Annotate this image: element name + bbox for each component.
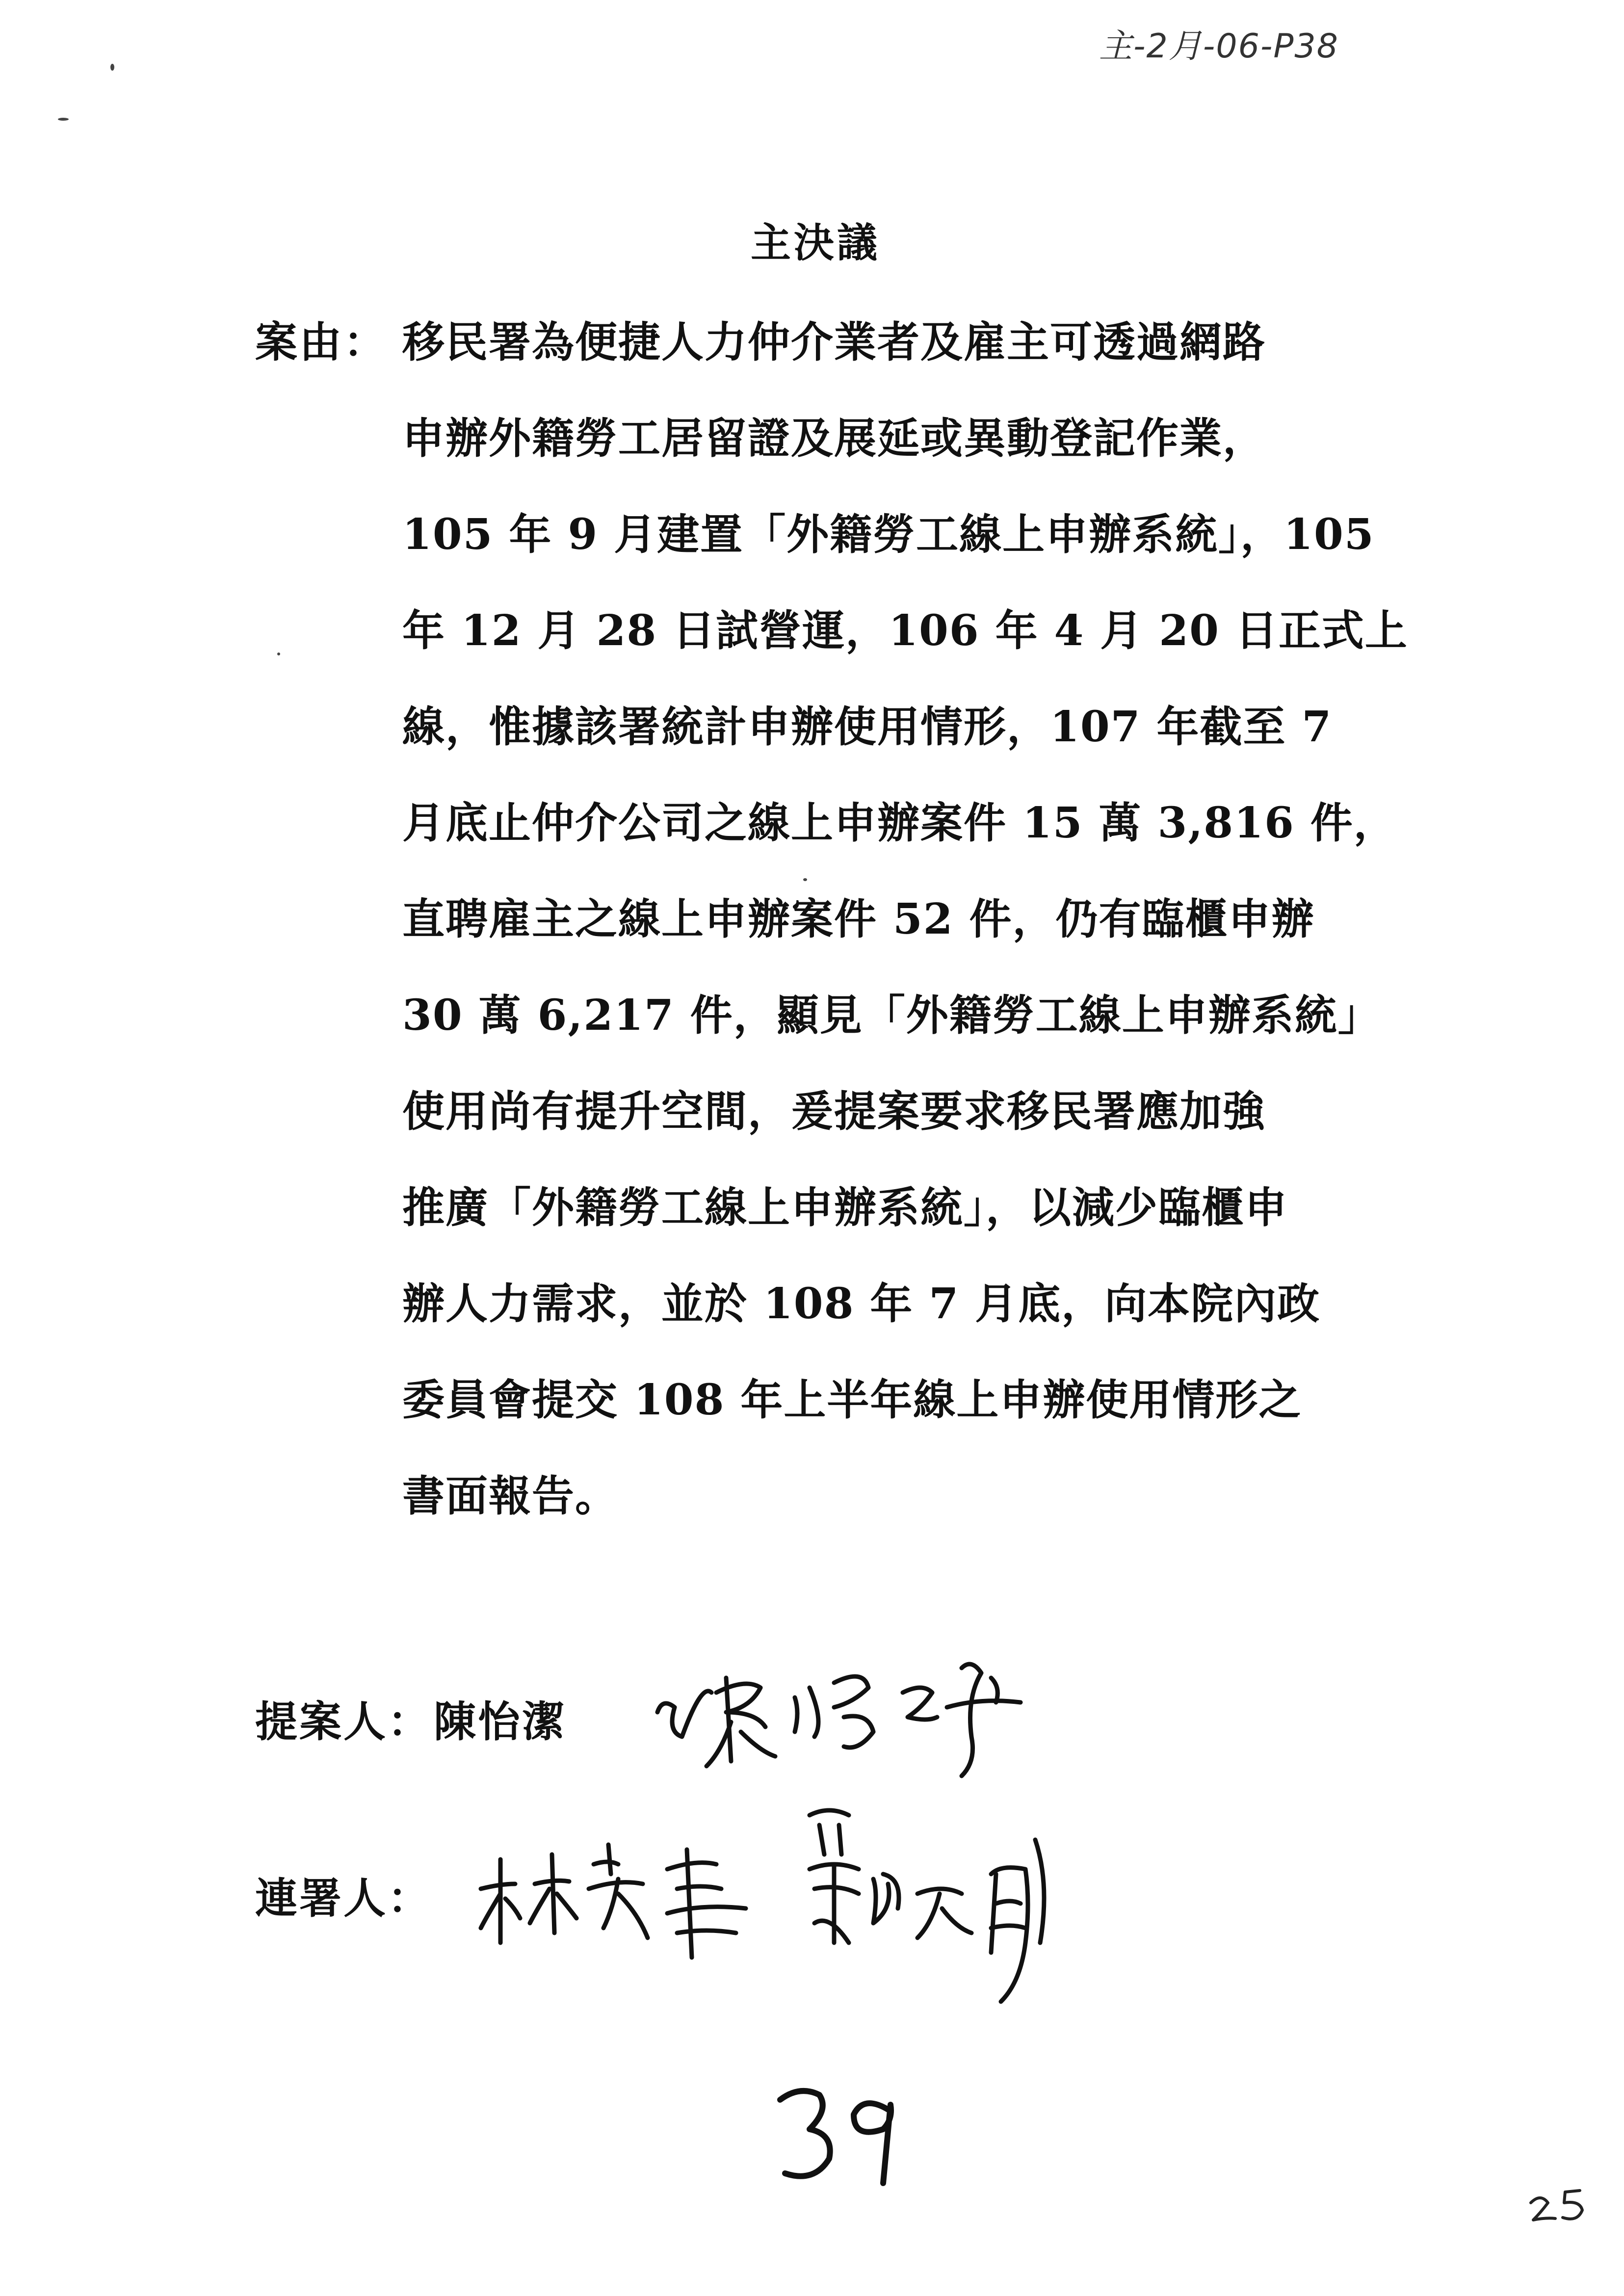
motion-line: 書面報告。 bbox=[402, 1471, 618, 1521]
motion-line: 月底止仲介公司之線上申辦案件 15 萬 3,816 件， bbox=[402, 798, 1397, 848]
cosigner-signature-2 bbox=[795, 1796, 1070, 2011]
scan-speck bbox=[58, 118, 69, 121]
scan-speck bbox=[277, 652, 280, 655]
motion-line: 使用尚有提升空間，爰提案要求移民署應加強 bbox=[402, 1087, 1266, 1136]
motion-line: 推廣「外籍勞工線上申辦系統」，以減少臨櫃申 bbox=[402, 1183, 1288, 1232]
motion-line: 委員會提交 108 年上半年線上申辦使用情形之 bbox=[402, 1375, 1302, 1425]
proposer-signature bbox=[648, 1639, 1050, 1786]
proposer-label: 提案人： bbox=[255, 1697, 432, 1747]
proposer-row bbox=[255, 1688, 566, 1748]
cosigner-signature-1 bbox=[471, 1835, 765, 1982]
motion-line: 辦人力需求，並於 108 年 7 月底，向本院內政 bbox=[402, 1279, 1321, 1329]
motion-line: 30 萬 6,217 件，顯見「外籍勞工線上申辦系統」 bbox=[402, 991, 1381, 1040]
motion-line: 105 年 9 月建置「外籍勞工線上申辦系統」，105 bbox=[402, 510, 1375, 559]
document-title: 主決議 bbox=[751, 219, 881, 266]
scan-speck bbox=[803, 878, 807, 881]
motion-line: 申辦外籍勞工居留證及展延或異動登記作業， bbox=[402, 414, 1266, 463]
scan-speck bbox=[110, 64, 114, 71]
corner-mark bbox=[1526, 2183, 1599, 2229]
handwritten-page-number bbox=[770, 2080, 917, 2195]
motion-line: 線，惟據該署統計申辦使用情形，107 年截至 7 bbox=[402, 702, 1333, 752]
proposer-name: 陳怡潔 bbox=[434, 1697, 566, 1747]
motion-line: 直聘雇主之線上申辦案件 52 件，仍有臨櫃申辦 bbox=[402, 894, 1315, 944]
motion-label: 案由： bbox=[255, 317, 388, 367]
cosigner-label: 連署人： bbox=[255, 1874, 432, 1923]
cosigner-row bbox=[255, 1864, 432, 1925]
handwritten-reference-number: 主-2月-06-P38 bbox=[1099, 27, 1339, 66]
motion-text bbox=[402, 294, 1428, 1544]
motion-line: 年 12 月 28 日試營運，106 年 4 月 20 日正式上 bbox=[402, 606, 1408, 655]
motion-line: 移民署為便捷人力仲介業者及雇主可透過網路 bbox=[402, 317, 1266, 367]
motion-section bbox=[255, 294, 1482, 1544]
